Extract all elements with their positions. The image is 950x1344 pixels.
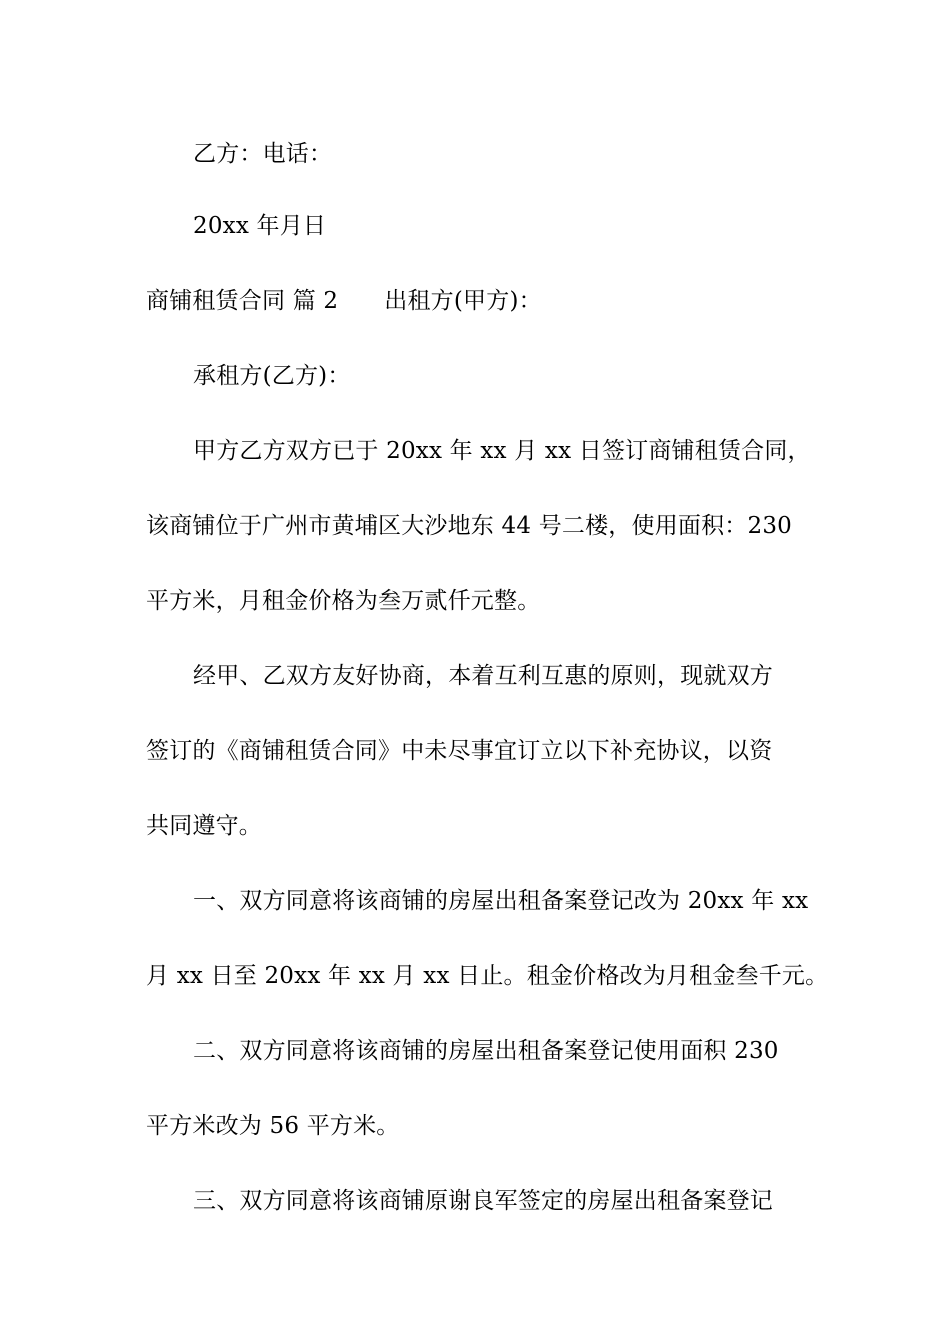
paragraph-line: 经甲、乙双方友好协商，本着互利互惠的原则，现就双方 xyxy=(193,663,773,689)
lessee-label: 承租方(乙方)： xyxy=(193,363,351,389)
contract-heading-line xyxy=(146,287,542,315)
lessor-label: 出租方(甲方)： xyxy=(384,288,542,314)
clause-three-line: 三、双方同意将该商铺原谢良军签定的房屋出租备案登记 xyxy=(193,1188,773,1214)
paragraph-line: 该商铺位于广州市黄埔区大沙地东 44 号二楼，使用面积：230 xyxy=(146,513,792,539)
party-b-phone-line: 乙方：电话： xyxy=(193,141,333,167)
paragraph-line: 共同遵守。 xyxy=(146,813,262,839)
clause-one-line: 一、双方同意将该商铺的房屋出租备案登记改为 20xx 年 xx xyxy=(193,888,809,914)
clause-two-line: 二、双方同意将该商铺的房屋出租备案登记使用面积 230 xyxy=(193,1038,779,1064)
paragraph-line: 甲方乙方双方已于 20xx 年 xx 月 xx 日签订商铺租赁合同， xyxy=(193,438,811,464)
date-line: 20xx 年月日 xyxy=(193,213,327,239)
contract-title: 商铺租赁合同 篇 2 xyxy=(146,288,339,314)
clause-two-line: 平方米改为 56 平方米。 xyxy=(146,1113,400,1139)
clause-one-line: 月 xx 日至 20xx 年 xx 月 xx 日止。租金价格改为月租金叁千元。 xyxy=(146,963,829,989)
paragraph-line: 平方米，月租金价格为叁万贰仟元整。 xyxy=(146,588,541,614)
paragraph-line: 签订的《商铺租赁合同》中未尽事宜订立以下补充协议，以资 xyxy=(146,738,773,764)
